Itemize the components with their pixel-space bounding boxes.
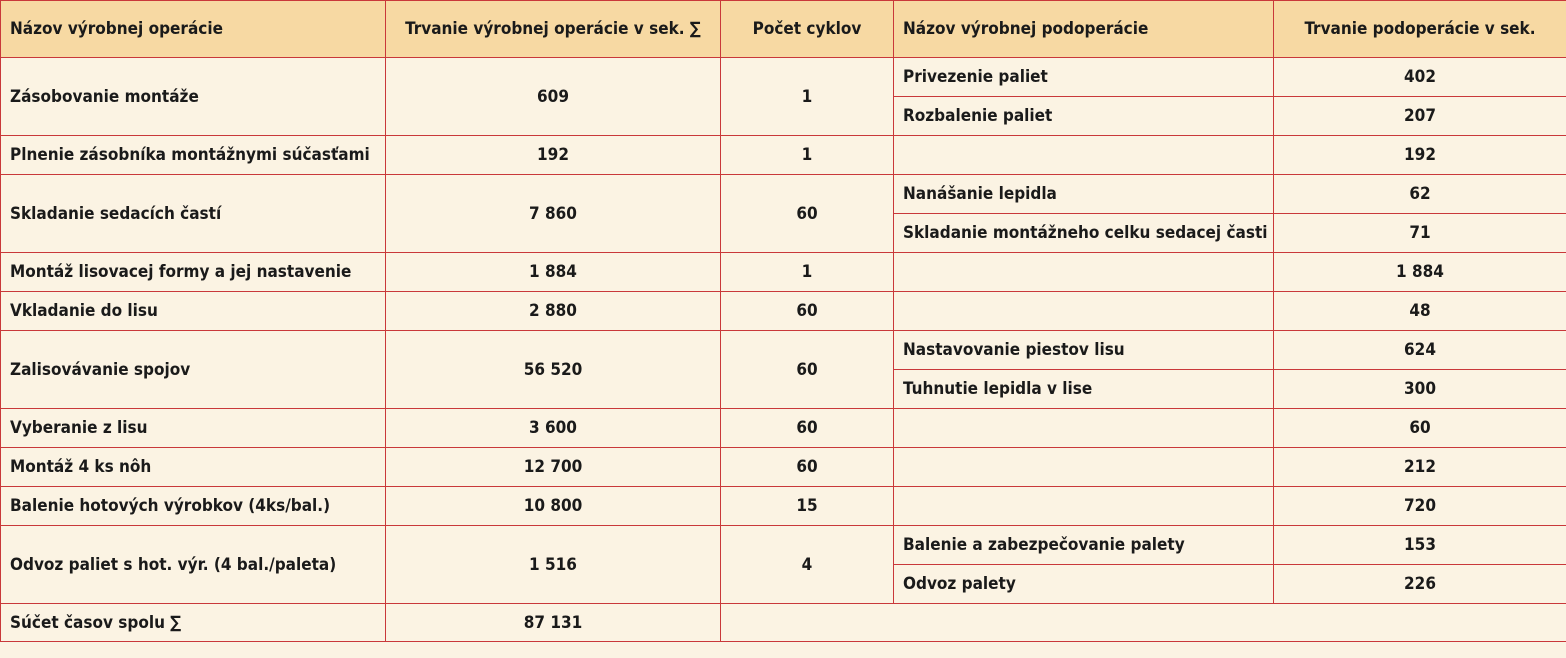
operation-name-cell: Zásobovanie montáže [1, 58, 386, 136]
operation-name-cell: Vkladanie do lisu [1, 292, 386, 331]
total-value-cell: 87 131 [386, 604, 721, 642]
operation-name-cell: Skladanie sedacích častí [1, 175, 386, 253]
total-label-cell: Súčet časov spolu ∑ [1, 604, 386, 642]
suboperation-duration-cell: 300 [1274, 370, 1566, 409]
cycles-cell: 15 [721, 487, 894, 526]
suboperation-duration-cell: 62 [1274, 175, 1566, 214]
suboperation-name-cell [894, 253, 1274, 292]
operation-duration-cell: 3 600 [386, 409, 721, 448]
suboperation-name-cell [894, 136, 1274, 175]
table-row [1, 448, 1566, 487]
operation-duration-cell: 2 880 [386, 292, 721, 331]
operation-name-cell: Zalisovávanie spojov [1, 331, 386, 409]
suboperation-duration-cell: 71 [1274, 214, 1566, 253]
suboperation-duration-cell: 48 [1274, 292, 1566, 331]
suboperation-duration-cell: 153 [1274, 526, 1566, 565]
operation-name-cell: Montáž lisovacej formy a jej nastavenie [1, 253, 386, 292]
suboperation-duration-cell: 192 [1274, 136, 1566, 175]
suboperation-duration-cell: 226 [1274, 565, 1566, 604]
operation-name-cell: Plnenie zásobníka montážnymi súčasťami [1, 136, 386, 175]
operation-name-cell: Balenie hotových výrobkov (4ks/bal.) [1, 487, 386, 526]
suboperation-duration-cell: 1 884 [1274, 253, 1566, 292]
table-row [1, 409, 1566, 448]
cycles-cell: 1 [721, 136, 894, 175]
table-row [1, 487, 1566, 526]
operation-duration-cell: 1 884 [386, 253, 721, 292]
cycles-cell: 1 [721, 58, 894, 136]
cycles-cell: 60 [721, 448, 894, 487]
operation-duration-cell: 56 520 [386, 331, 721, 409]
total-empty-cell [721, 604, 1566, 642]
operation-name-cell: Odvoz paliet s hot. výr. (4 bal./paleta) [1, 526, 386, 604]
header-operation: Názov výrobnej operácie [1, 1, 386, 58]
operation-duration-cell: 1 516 [386, 526, 721, 604]
suboperation-name-cell: Privezenie paliet [894, 58, 1274, 97]
table-row [1, 292, 1566, 331]
suboperation-duration-cell: 624 [1274, 331, 1566, 370]
operation-duration-cell: 609 [386, 58, 721, 136]
suboperation-name-cell [894, 292, 1274, 331]
table-row [1, 526, 1566, 565]
cycles-cell: 60 [721, 292, 894, 331]
suboperation-duration-cell: 212 [1274, 448, 1566, 487]
operation-duration-cell: 7 860 [386, 175, 721, 253]
suboperation-name-cell: Odvoz palety [894, 565, 1274, 604]
suboperation-name-cell [894, 448, 1274, 487]
suboperation-name-cell: Nastavovanie piestov lisu [894, 331, 1274, 370]
header-row [1, 1, 1566, 58]
table-row [1, 136, 1566, 175]
suboperation-duration-cell: 207 [1274, 97, 1566, 136]
header-duration: Trvanie výrobnej operácie v sek. ∑ [386, 1, 721, 58]
suboperation-duration-cell: 60 [1274, 409, 1566, 448]
suboperation-name-cell: Rozbalenie paliet [894, 97, 1274, 136]
cycles-cell: 4 [721, 526, 894, 604]
suboperation-name-cell: Tuhnutie lepidla v lise [894, 370, 1274, 409]
table-row [1, 175, 1566, 214]
table-row [1, 58, 1566, 97]
suboperation-name-cell: Nanášanie lepidla [894, 175, 1274, 214]
operation-duration-cell: 12 700 [386, 448, 721, 487]
cycles-cell: 1 [721, 253, 894, 292]
total-row [1, 604, 1566, 642]
operation-name-cell: Vyberanie z lisu [1, 409, 386, 448]
table-row [1, 253, 1566, 292]
cycles-cell: 60 [721, 175, 894, 253]
suboperation-name-cell: Balenie a zabezpečovanie palety [894, 526, 1274, 565]
operation-name-cell: Montáž 4 ks nôh [1, 448, 386, 487]
cycles-cell: 60 [721, 409, 894, 448]
suboperation-name-cell [894, 487, 1274, 526]
table-row [1, 331, 1566, 370]
operation-duration-cell: 10 800 [386, 487, 721, 526]
suboperation-duration-cell: 402 [1274, 58, 1566, 97]
suboperation-name-cell [894, 409, 1274, 448]
table-body [1, 58, 1566, 642]
suboperation-duration-cell: 720 [1274, 487, 1566, 526]
operation-duration-cell: 192 [386, 136, 721, 175]
header-sub-duration: Trvanie podoperácie v sek. [1274, 1, 1566, 58]
header-suboperation: Názov výrobnej podoperácie [894, 1, 1274, 58]
header-cycles: Počet cyklov [721, 1, 894, 58]
suboperation-name-cell: Skladanie montážneho celku sedacej časti [894, 214, 1274, 253]
cycles-cell: 60 [721, 331, 894, 409]
